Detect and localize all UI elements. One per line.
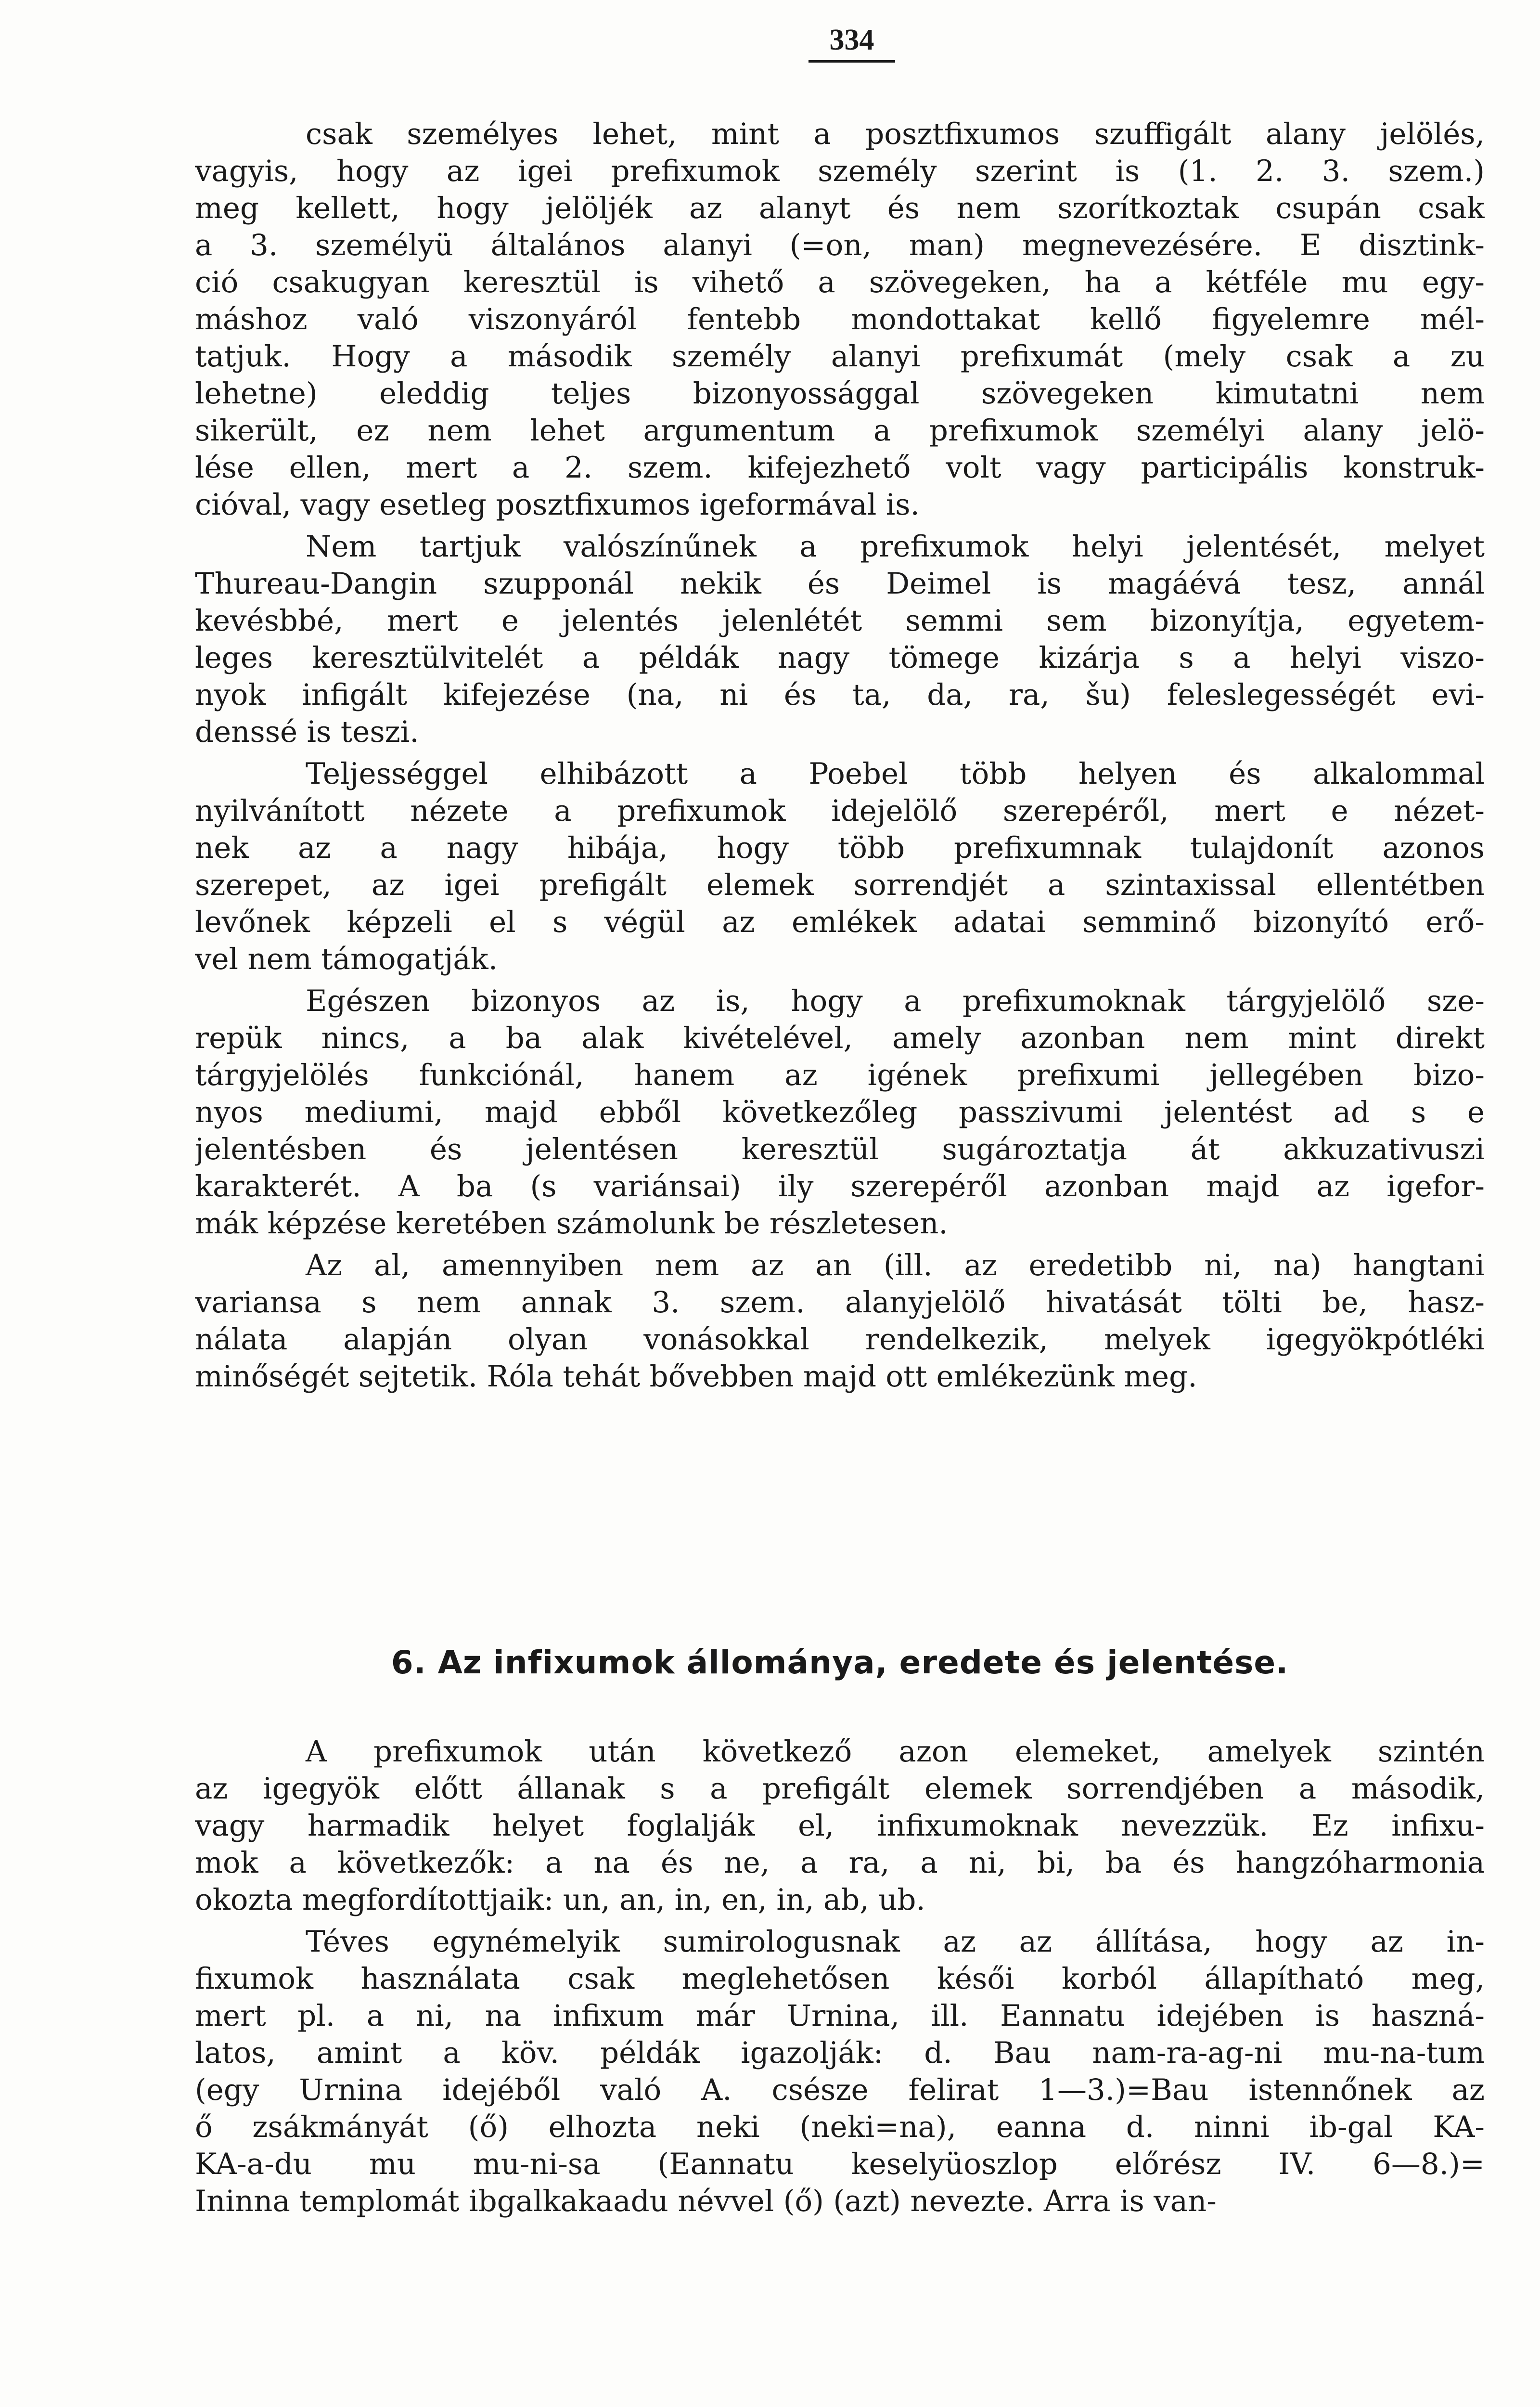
text-line: Egészen bizonyos az is, hogy a prefixumoknak tárgyjelölő sze- (306, 984, 1485, 1018)
section-heading: 6. Az infixumok állománya, eredete és jelentése. (391, 1644, 1289, 1681)
text-line: lése ellen, mert a 2. szem. kifejezhető volt vagy participális konstruk- (195, 451, 1485, 485)
text-line: vagyis, hogy az igei prefixumok személy szerint is (1. 2. 3. szem.) (195, 154, 1485, 188)
text-line: tárgyjelölés funkciónál, hanem az igének prefixumi jellegében bizo- (195, 1058, 1485, 1092)
text-line: minőségét sejtetik. Róla tehát bővebben majd ott emlékezünk meg. (195, 1359, 1197, 1394)
body-text-bottom (195, 1733, 1485, 2220)
text-line: Teljességgel elhibázott a Poebel több helyen és alkalommal (306, 757, 1485, 791)
text-line: mert pl. a ni, na infixum már Urnina, ill. Eannatu idejében is haszná- (195, 1999, 1485, 2033)
text-line: nek az a nagy hibája, hogy több prefixumnak tulajdonít azonos (195, 831, 1485, 865)
text-line: jelentésben és jelentésen keresztül sugároztatja át akkuzativuszi (195, 1132, 1485, 1166)
text-line: nyilvánított nézete a prefixumok idejelölő szerepéről, mert e nézet- (195, 794, 1485, 828)
text-line: leges keresztülvitelét a példák nagy tömege kizárja s a helyi viszo- (195, 641, 1485, 675)
paragraph-gap (195, 1242, 1485, 1247)
text-line: levőnek képzeli el s végül az emlékek adatai semminő bizonyító erő- (195, 905, 1485, 939)
text-line: nyok infigált kifejezése (na, ni és ta, da, ra, šu) feleslegességét evi- (195, 678, 1485, 712)
body-text-top (195, 116, 1485, 1395)
paragraph (195, 1733, 1485, 1918)
text-line: denssé is teszi. (195, 715, 419, 749)
text-line: ő zsákmányát (ő) elhozta neki (neki=na), eanna d. ninni ib-gal KA- (195, 2110, 1485, 2144)
text-line: kevésbbé, mert e jelentés jelenlétét semmi sem bizonyítja, egyetem- (195, 604, 1485, 638)
text-line: sikerült, ez nem lehet argumentum a prefixumok személyi alany jelö- (195, 414, 1485, 448)
text-line: lehetne) eleddig teljes bizonyossággal szövegeken kimutatni nem (195, 376, 1485, 411)
text-line: cióval, vagy esetleg posztfixumos igeformával is. (195, 488, 920, 522)
text-line: fixumok használata csak meglehetősen késői korból állapítható meg, (195, 1962, 1485, 1996)
text-line: (egy Urnina idejéből való A. csésze felirat 1—3.)=Bau istennőnek az (195, 2073, 1485, 2107)
paragraph-gap (195, 751, 1485, 755)
text-line: meg kellett, hogy jelöljék az alanyt és nem szorítkoztak csupán csak (195, 191, 1485, 225)
text-line: mok a következők: a na és ne, a ra, a ni, bi, ba és hangzóharmonia (195, 1846, 1485, 1880)
text-line: ció csakugyan keresztül is vihető a szövegeken, ha a kétféle mu egy- (195, 265, 1485, 299)
text-line: a 3. személyü általános alanyi (=on, man) megnevezésére. E disztink- (195, 228, 1485, 262)
text-line: máshoz való viszonyáról fentebb mondottakat kellő figyelemre mél- (195, 302, 1485, 336)
text-line: vel nem támogatják. (195, 942, 498, 976)
text-line: szerepet, az igei prefigált elemek sorrendjét a szintaxissal ellentétben (195, 868, 1485, 902)
text-line: A prefixumok után következő azon elemeket, amelyek szintén (306, 1734, 1485, 1769)
paragraph (195, 1923, 1485, 2220)
text-line: Az al, amennyiben nem az an (ill. az eredetibb ni, na) hangtani (306, 1248, 1485, 1282)
text-line: Thureau-Dangin szupponál nekik és Deimel is magáévá tesz, annál (195, 567, 1485, 601)
text-line: vagy harmadik helyet foglalják el, infixumoknak nevezzük. Ez infixu- (195, 1809, 1485, 1843)
text-line: csak személyes lehet, mint a posztfixumos szuffigált alany jelölés, (306, 117, 1485, 151)
paragraph (195, 1247, 1485, 1395)
paragraph (195, 116, 1485, 523)
text-line: Ininna templomát ibgalkakaadu névvel (ő) (azt) nevezte. Arra is van- (195, 2184, 1217, 2218)
paragraph (195, 983, 1485, 1242)
text-line: variansa s nem annak 3. szem. alanyjelölő hivatását tölti be, hasz- (195, 1285, 1485, 1320)
text-line: tatjuk. Hogy a második személy alanyi prefixumát (mely csak a zu (195, 339, 1485, 374)
text-line: Téves egynémelyik sumirologusnak az az állítása, hogy az in- (306, 1925, 1485, 1959)
paragraph-gap (195, 1918, 1485, 1923)
page-number: 334 (808, 23, 895, 63)
text-line: nyos mediumi, majd ebből következőleg passzivumi jelentést ad s e (195, 1095, 1485, 1129)
text-line: az igegyök előtt állanak s a prefigált elemek sorrendjében a második, (195, 1772, 1485, 1806)
paragraph (195, 528, 1485, 751)
paragraph-gap (195, 523, 1485, 528)
paragraph (195, 755, 1485, 978)
text-line: okozta megfordítottjaik: un, an, in, en, in, ab, ub. (195, 1883, 925, 1917)
paragraph-gap (195, 978, 1485, 983)
text-line: karakterét. A ba (s variánsai) ily szerepéről azonban majd az igefor- (195, 1169, 1485, 1204)
text-line: Nem tartjuk valószínűnek a prefixumok helyi jelentését, melyet (306, 530, 1485, 564)
text-line: latos, amint a köv. példák igazolják: d. Bau nam-ra-ag-ni mu-na-tum (195, 2036, 1485, 2070)
text-line: mák képzése keretében számolunk be részletesen. (195, 1206, 948, 1241)
text-line: repük nincs, a ba alak kivételével, amely azonban nem mint direkt (195, 1021, 1485, 1055)
text-line: KA-a-du mu mu-ni-sa (Eannatu keselyüoszlop előrész IV. 6—8.)= (195, 2147, 1485, 2181)
text-line: nálata alapján olyan vonásokkal rendelkezik, melyek igegyökpótléki (195, 1322, 1485, 1357)
